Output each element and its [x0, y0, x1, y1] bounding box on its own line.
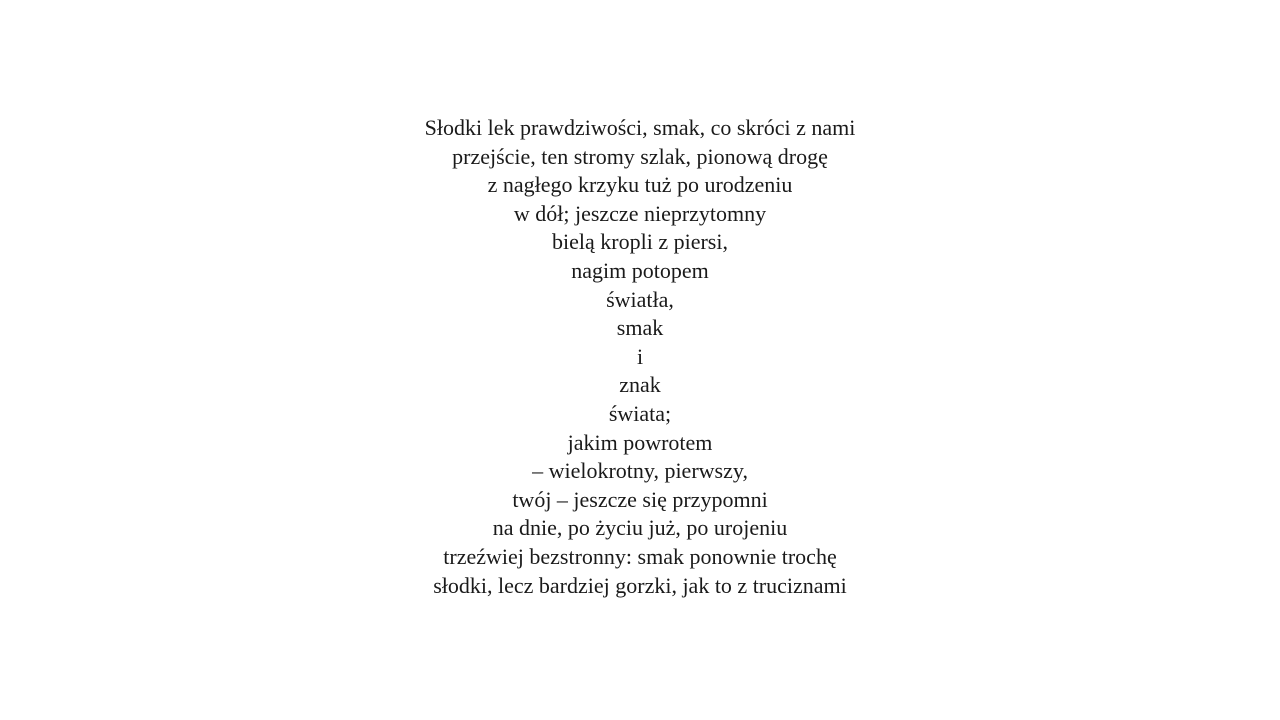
poem-line: trzeźwiej bezstronny: smak ponownie trochę — [443, 543, 837, 569]
poem-line: znak — [619, 372, 661, 398]
poem-line: w dół; jeszcze nieprzytomny — [513, 200, 767, 226]
poem-line: na dnie, po życiu już, po urojeniu — [492, 515, 788, 541]
poem-line: smak — [616, 315, 664, 341]
poem-line: Słodki lek prawdziwości, smak, co skróci z nami — [424, 115, 856, 140]
poem-line: twój – jeszcze się przypomni — [512, 486, 768, 512]
poem-line: świata; — [608, 400, 672, 426]
poem-line: i — [636, 343, 644, 369]
poem-line: bielą kropli z piersi, — [552, 229, 728, 255]
poem-line: nagim potopem — [571, 257, 709, 283]
poem-line: przejście, ten stromy szlak, pionową drogę — [452, 143, 828, 169]
poem-line: jakim powrotem — [567, 429, 713, 455]
poem-text-block — [0, 114, 1280, 600]
poem-line: z nagłego krzyku tuż po urodzeniu — [487, 172, 793, 198]
poem-line: słodki, lecz bardziej gorzki, jak to z truciznami — [433, 572, 847, 598]
poem-line: światła, — [606, 286, 674, 312]
poem-line: – wielokrotny, pierwszy, — [532, 458, 748, 484]
